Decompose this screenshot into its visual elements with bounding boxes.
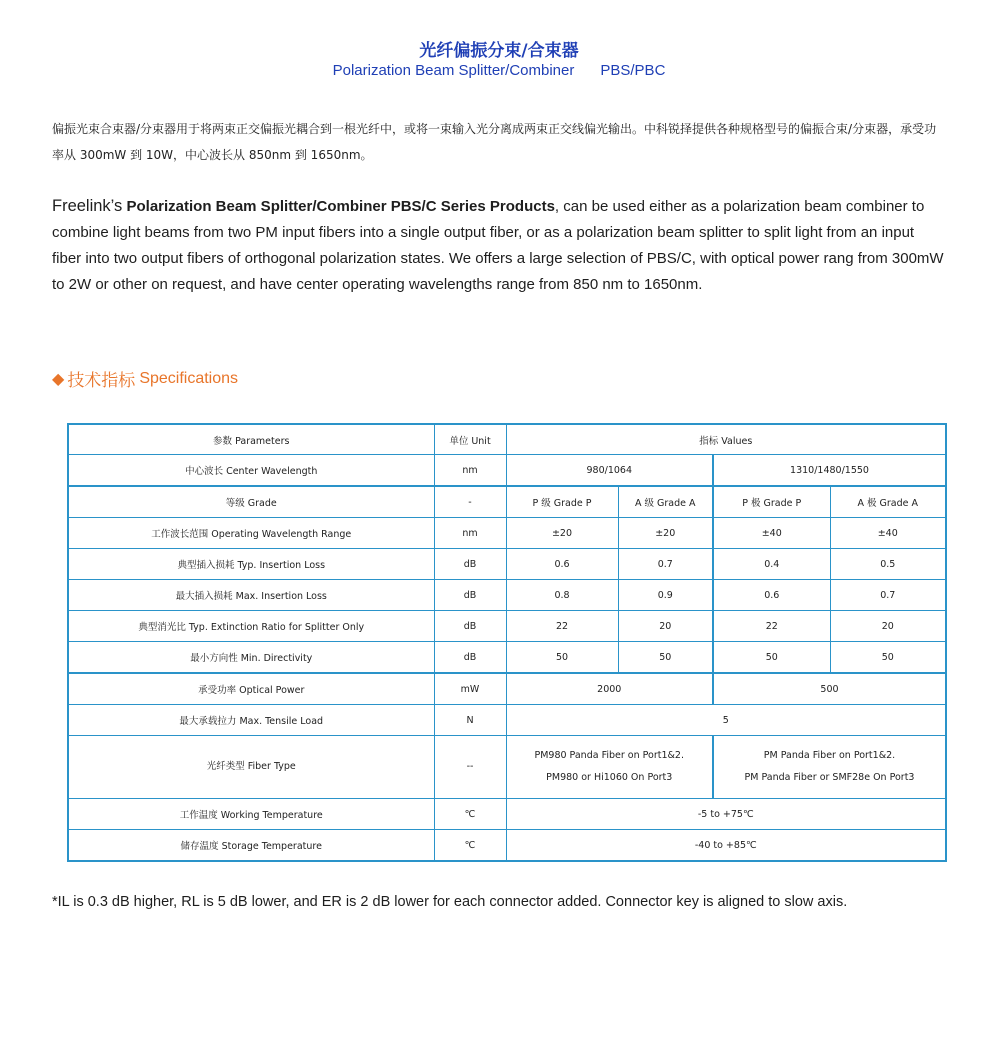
cell-param: 工作波长范围 Operating Wavelength Range: [68, 518, 434, 549]
cell-value: 5: [506, 705, 946, 736]
specifications-table: [67, 423, 947, 862]
cell-unit: dB: [434, 611, 506, 642]
cell-value: ±40: [713, 518, 830, 549]
cell-power-group-1: 2000: [506, 673, 713, 705]
cell-value: 0.6: [713, 580, 830, 611]
cell-unit: --: [434, 736, 506, 799]
cell-value: 0.7: [830, 580, 946, 611]
cell-unit: dB: [434, 549, 506, 580]
cell-fiber-group-2: [713, 736, 946, 799]
cell-value: 20: [830, 611, 946, 642]
page-title-code: PBS/PBC: [600, 62, 666, 79]
cell-param: 工作温度 Working Temperature: [68, 799, 434, 830]
cell-param: 最大插入损耗 Max. Insertion Loss: [68, 580, 434, 611]
cell-value: 0.6: [506, 549, 618, 580]
specifications-heading-cn: 技术指标: [67, 371, 136, 391]
cell-unit: dB: [434, 642, 506, 674]
cell-param: 中心波长 Center Wavelength: [68, 455, 434, 487]
cell-value: -40 to +85℃: [506, 830, 946, 862]
cell-grade: A 极 Grade A: [830, 486, 946, 518]
cell-value: ±40: [830, 518, 946, 549]
page-title-en-text: Polarization Beam Splitter/Combiner: [332, 62, 575, 79]
table-row-optical-power: [68, 673, 946, 705]
cell-value: 0.4: [713, 549, 830, 580]
diamond-icon: ◆: [52, 369, 65, 388]
cell-value: 0.5: [830, 549, 946, 580]
cell-value: 50: [506, 642, 618, 674]
header-values: 指标 Values: [506, 424, 946, 455]
cell-value: 0.9: [618, 580, 713, 611]
table-header-row: [68, 424, 946, 455]
cell-value: 50: [830, 642, 946, 674]
cell-param: 典型消光比 Typ. Extinction Ratio for Splitter Only: [68, 611, 434, 642]
fiber-group-1-line-2: PM980 or Hi1060 On Port3: [546, 772, 673, 783]
cell-value: 50: [713, 642, 830, 674]
cell-param: 承受功率 Optical Power: [68, 673, 434, 705]
cell-unit: nm: [434, 518, 506, 549]
cell-grade: P 级 Grade P: [506, 486, 618, 518]
cell-unit: mW: [434, 673, 506, 705]
header-unit: 单位 Unit: [434, 424, 506, 455]
cell-value: -5 to +75℃: [506, 799, 946, 830]
page-title-cn: 光纤偏振分束/合束器: [419, 41, 579, 61]
cell-unit: dB: [434, 580, 506, 611]
fiber-group-2-line-2: PM Panda Fiber or SMF28e On Port3: [744, 772, 915, 783]
brand-name: Freelink’s: [52, 197, 123, 215]
table-row: [68, 580, 946, 611]
cell-param: 等级 Grade: [68, 486, 434, 518]
table-row-fiber-type: [68, 736, 946, 799]
cell-value: 0.8: [506, 580, 618, 611]
cell-unit: -: [434, 486, 506, 518]
table-row-center-wavelength: [68, 455, 946, 487]
cell-unit: ℃: [434, 830, 506, 862]
table-row: [68, 549, 946, 580]
cell-unit: nm: [434, 455, 506, 487]
table-row: [68, 518, 946, 549]
cell-grade: P 极 Grade P: [713, 486, 830, 518]
cell-unit: N: [434, 705, 506, 736]
table-row-working-temperature: [68, 799, 946, 830]
cell-param: 储存温度 Storage Temperature: [68, 830, 434, 862]
cell-value: 0.7: [618, 549, 713, 580]
page-title-en: [0, 62, 998, 79]
fiber-group-2-line-1: PM Panda Fiber on Port1&2.: [763, 750, 896, 761]
cell-wavelength-group-2: 1310/1480/1550: [713, 455, 946, 487]
intro-en-text: , can be used either as a polarization beam combiner to combine light beams from two PM input fibers into a single output fiber, or as a polarization beam splitter to split light from an input fiber into two output fibers of orthogonal polarization states. We offers a large selection of PBS/C, with optical power rang from 300mW to 2W or other on request, and have center operating wavelengths range from 850 nm to 1650nm.: [52, 198, 944, 293]
cell-param: 最小方向性 Min. Directivity: [68, 642, 434, 674]
intro-paragraph-en: [52, 193, 947, 298]
cell-fiber-group-1: [506, 736, 713, 799]
cell-unit: ℃: [434, 799, 506, 830]
cell-power-group-2: 500: [713, 673, 946, 705]
cell-value: 22: [713, 611, 830, 642]
cell-value: ±20: [618, 518, 713, 549]
cell-wavelength-group-1: 980/1064: [506, 455, 713, 487]
table-row: [68, 642, 946, 674]
footnote: *IL is 0.3 dB higher, RL is 5 dB lower, and ER is 2 dB lower for each connector added. Connector key is aligned to slow axis.: [52, 894, 848, 910]
cell-value: 50: [618, 642, 713, 674]
specifications-heading-en: Specifications: [139, 369, 239, 387]
table-row-grade: [68, 486, 946, 518]
cell-param: 光纤类型 Fiber Type: [68, 736, 434, 799]
table-row: [68, 611, 946, 642]
fiber-group-1-line-1: PM980 Panda Fiber on Port1&2.: [534, 750, 684, 761]
intro-paragraph-cn: 偏振光束合束器/分束器用于将两束正交偏振光耦合到一根光纤中，或将一束输入光分离成两束正交线偏光输出。中科锐择提供各种规格型号的偏振合束/分束器，承受功率从 300mW 到 10W，中心波长从 850nm 到 1650nm。: [52, 122, 937, 162]
cell-value: 20: [618, 611, 713, 642]
table-row-tensile-load: [68, 705, 946, 736]
cell-grade: A 级 Grade A: [618, 486, 713, 518]
specifications-heading: [52, 366, 238, 391]
cell-param: 典型插入损耗 Typ. Insertion Loss: [68, 549, 434, 580]
header-parameters: 参数 Parameters: [68, 424, 434, 455]
table-row-storage-temperature: [68, 830, 946, 862]
cell-value: 22: [506, 611, 618, 642]
cell-param: 最大承载拉力 Max. Tensile Load: [68, 705, 434, 736]
cell-value: ±20: [506, 518, 618, 549]
product-name: Polarization Beam Splitter/Combiner PBS/C Series Products: [126, 198, 555, 215]
